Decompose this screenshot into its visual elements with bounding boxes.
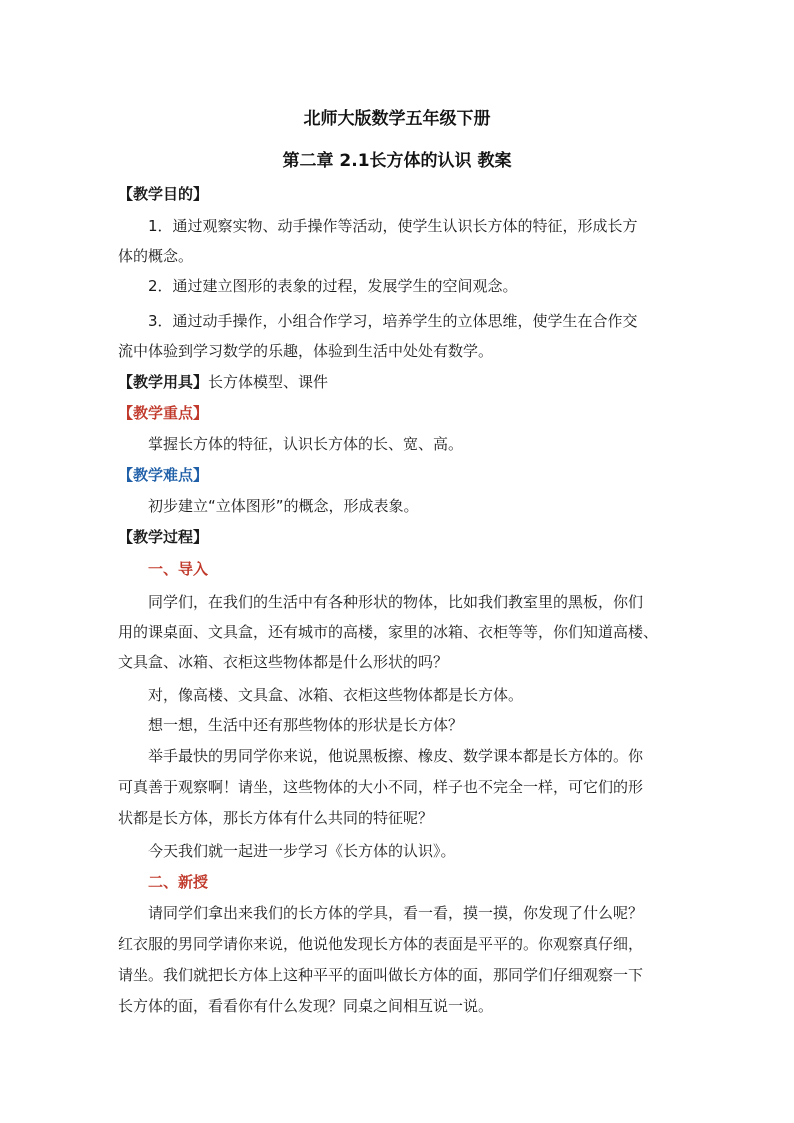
document-subtitle: 第二章 2.1长方体的认识 教案: [282, 151, 512, 171]
objective-1-line-1: 1．通过观察实物、动手操作等活动，使学生认识长方体的特征，形成长方: [148, 217, 638, 235]
intro-p4-line-2: 可真善于观察啊！请坐，这些物体的大小不同，样子也不完全一样，可它们的形: [118, 778, 644, 796]
difficult-heading: 【教学难点】: [118, 466, 209, 484]
intro-p5: 今天我们就一起进一步学习《长方体的认识》。: [148, 842, 456, 860]
tools-line: [118, 370, 680, 394]
new-p1-line-1: 请同学们拿出来我们的长方体的学具，看一看，摸一摸，你发现了什么呢？: [148, 904, 644, 922]
intro-p4-line-3: 状都是长方体，那长方体有什么共同的特征呢？: [118, 809, 434, 827]
key-heading: 【教学重点】: [118, 404, 209, 422]
tools-heading: 【教学用具】: [118, 373, 209, 391]
objective-3-line-1: 3．通过动手操作，小组合作学习，培养学生的立体思维，使学生在合作交: [148, 312, 638, 330]
new-heading: 二、新授: [148, 873, 209, 891]
intro-p1-line-3: 文具盒、冰箱、衣柜这些物体都是什么形状的吗？: [118, 653, 449, 671]
objective-3-line-2: 流中体验到学习数学的乐趣，体验到生活中处处有数学。: [118, 342, 494, 360]
intro-p2: 对，像高楼、文具盒、冰箱、衣柜这些物体都是长方体。: [148, 686, 524, 704]
intro-p3: 想一想，生活中还有那些物体的形状是长方体？: [148, 716, 464, 734]
objective-2: 2．通过建立图形的表象的过程，发展学生的空间观念。: [148, 277, 518, 295]
new-p1-line-3: 请坐。我们就把长方体上这种平平的面叫做长方体的面，那同学们仔细观察一下: [118, 966, 644, 984]
objectives-heading: 【教学目的】: [118, 185, 209, 203]
process-heading: 【教学过程】: [118, 528, 209, 546]
objective-1-line-2: 体的概念。: [118, 247, 194, 265]
key-text: 掌握长方体的特征，认识长方体的长、宽、高。: [148, 435, 464, 453]
new-p1-line-2: 红衣服的男同学请你来说，他说他发现长方体的表面是平平的。你观察真仔细，: [118, 935, 644, 953]
document-title: 北师大版数学五年级下册: [303, 109, 491, 129]
intro-heading: 一、导入: [148, 560, 209, 578]
intro-p1-line-2: 用的课桌面、文具盒，还有城市的高楼，家里的冰箱、衣柜等等，你们知道高楼、: [118, 623, 659, 641]
intro-p4-line-1: 举手最快的男同学你来说，他说黑板擦、橡皮、数学课本都是长方体的。你: [148, 747, 644, 765]
tools-text: 长方体模型、课件: [208, 373, 329, 391]
difficult-text: 初步建立“立体图形”的概念，形成表象。: [148, 497, 419, 515]
intro-p1-line-1: 同学们，在我们的生活中有各种形状的物体，比如我们教室里的黑板，你们: [148, 593, 644, 611]
new-p1-line-4: 长方体的面，看看你有什么发现？同桌之间相互说一说。: [118, 997, 494, 1015]
